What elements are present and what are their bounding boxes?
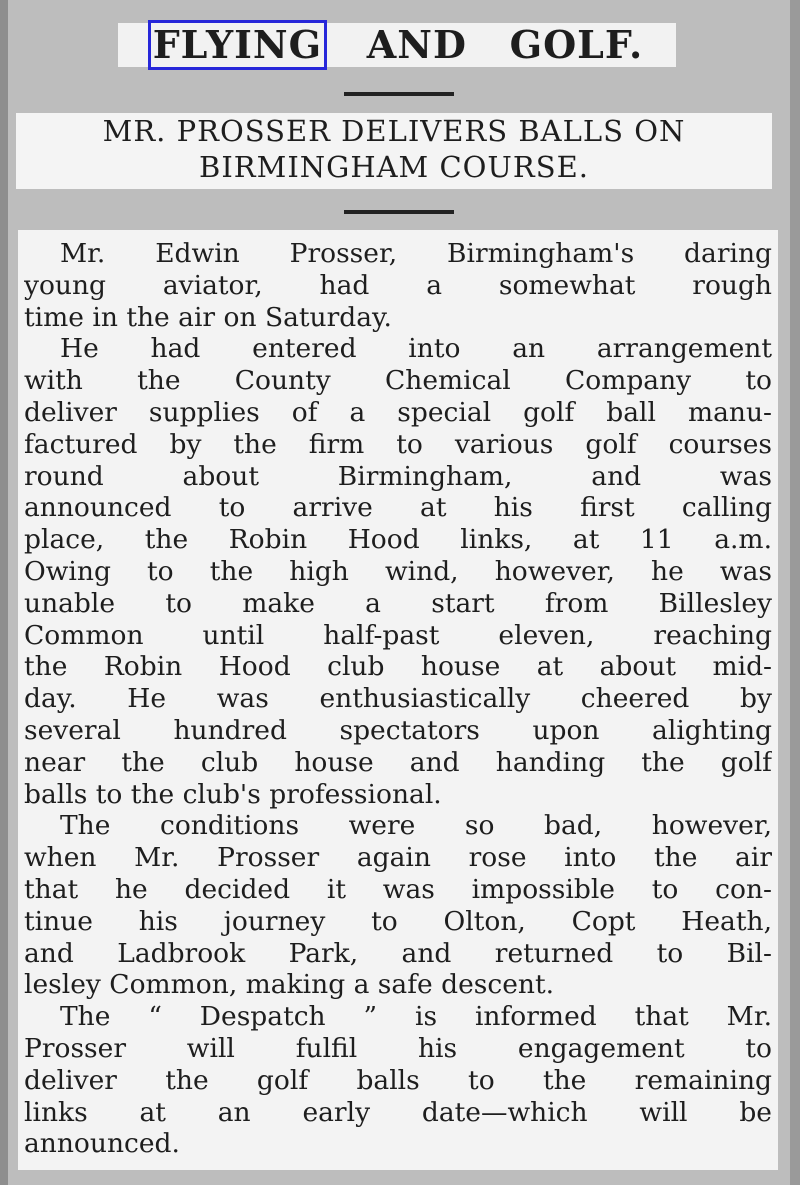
article-line: several hundred spectators upon alighting [24, 714, 772, 746]
article-line: tinue his journey to Olton, Copt Heath, [24, 905, 772, 937]
divider-rule [344, 210, 454, 214]
article-line: links at an early date—which will be [24, 1096, 772, 1128]
divider-rule [344, 92, 454, 96]
scan-edge-right [790, 0, 800, 1185]
article-line: Owing to the high wind, however, he was [24, 555, 772, 587]
article-line: He had entered into an arrangement [60, 333, 772, 365]
article-line: balls to the club's professional. [24, 778, 442, 810]
article-line: Mr. Edwin Prosser, Birmingham's daring [60, 238, 772, 269]
article-line: unable to make a start from Billesley [24, 587, 772, 619]
subheadline-line: MR. PROSSER DELIVERS BALLS ON [102, 114, 686, 148]
article-line: deliver the golf balls to the remaining [24, 1064, 772, 1096]
headline-word-highlighted: FLYING [152, 22, 323, 67]
article-line: Prosser will fulfil his engagement to [24, 1032, 772, 1064]
article-line: deliver supplies of a special golf ball manu- [24, 396, 772, 428]
article-line: The “ Despatch ” is informed that Mr. [60, 1001, 772, 1033]
article-line: announced to arrive at his first calling [24, 492, 772, 524]
article-line: announced. [24, 1128, 180, 1160]
subheadline-line: BIRMINGHAM COURSE. [199, 150, 589, 184]
article-line: Common until half-past eleven, reaching [24, 619, 772, 651]
headline-word: GOLF. [509, 22, 644, 67]
article-line: the Robin Hood club house at about mid- [24, 651, 772, 683]
article-line: when Mr. Prosser again rose into the air [24, 842, 772, 874]
article-line: time in the air on Saturday. [24, 301, 392, 333]
article-line: day. He was enthusiastically cheered by [24, 683, 772, 715]
scan-edge-left [0, 0, 8, 1185]
article-line: round about Birmingham, and was [24, 460, 772, 492]
article-line: The conditions were so bad, however, [60, 810, 772, 842]
headline [118, 23, 676, 67]
headline-word: AND [366, 22, 467, 67]
article-line: lesley Common, making a safe descent. [24, 969, 555, 1001]
article-line: young aviator, had a somewhat rough [24, 269, 772, 301]
article-body [18, 230, 778, 1170]
article-line: near the club house and handing the golf [24, 746, 772, 778]
subheadline [16, 113, 772, 189]
article-line: factured by the firm to various golf courses [24, 428, 772, 460]
article-line: and Ladbrook Park, and returned to Bil- [24, 937, 772, 969]
article-line: place, the Robin Hood links, at 11 a.m. [24, 524, 772, 556]
article-line: with the County Chemical Company to [24, 365, 772, 397]
article-line: that he decided it was impossible to con- [24, 873, 772, 905]
